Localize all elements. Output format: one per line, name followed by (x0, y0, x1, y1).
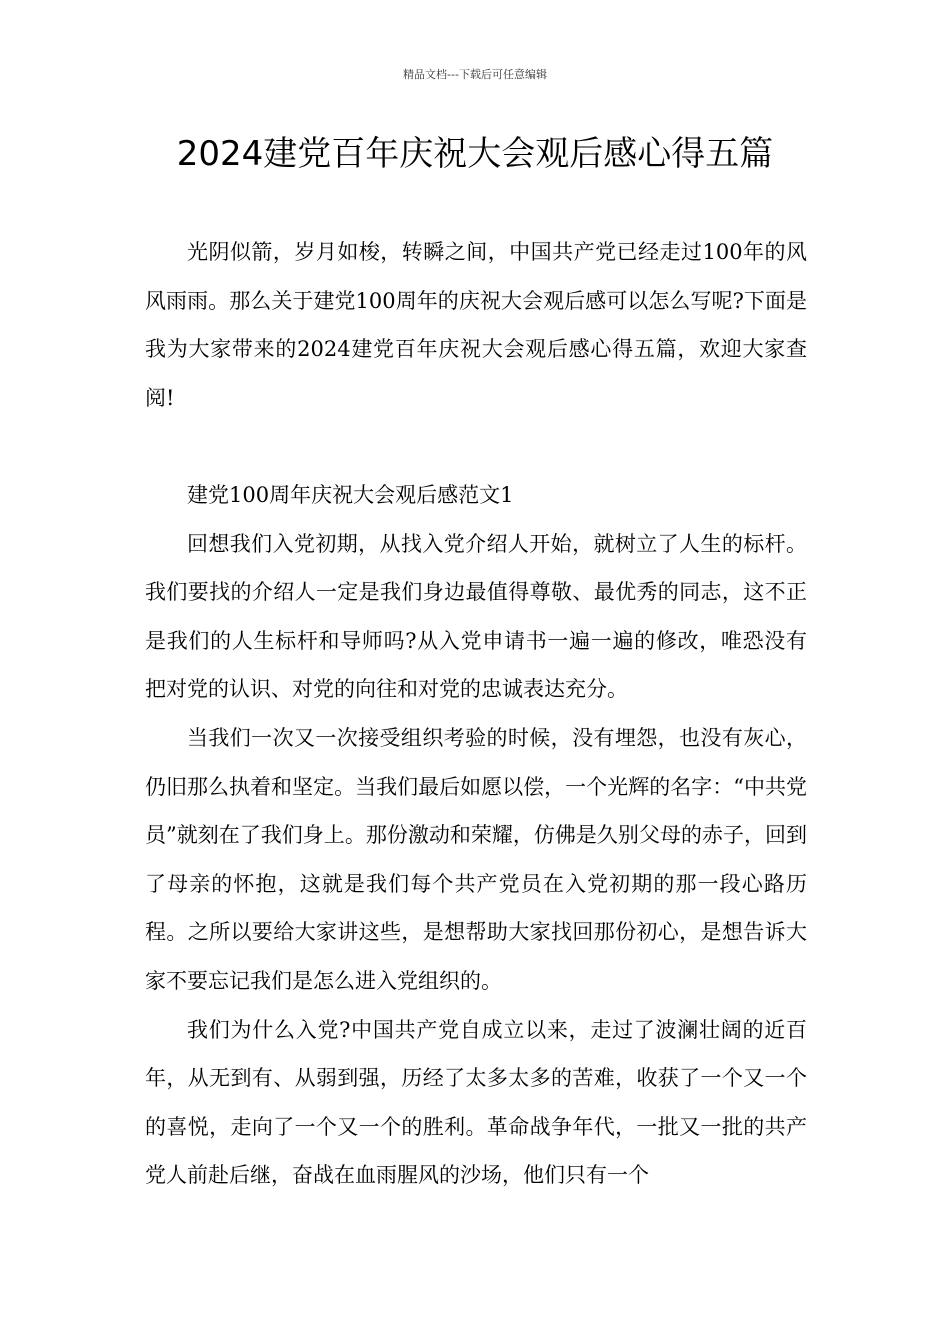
page-header: 精品文档---下载后可任意编辑 (403, 68, 547, 81)
body-paragraph: 当我们一次又一次接受组织考验的时候，没有埋怨，也没有灰心，仍旧那么执着和坚定。当我们最后如愿以偿，一个光辉的名字：“中共党员”就刻在了我们身上。那份激动和荣耀，仿佛是久别父母的赤子，回到了母亲的怀抱，这就是我们每个共产党员在入党初期的那一段心路历程。之所以要给大家讲这些，是想帮助大家找回那份初心，是想告诉大家不要忘记我们是怎么进入党组织的。 (145, 725, 807, 993)
document-body (145, 228, 807, 1200)
section-heading: 建党100周年庆祝大会观后感范文1 (187, 482, 514, 507)
body-paragraph: 回想我们入党初期，从找入党介绍人开始，就树立了人生的标杆。我们要找的介绍人一定是我们身边最值得尊敬、最优秀的同志，这不正是我们的人生标杆和导师吗?从入党申请书一遍一遍的修改，唯恐没有把对党的认识、对党的向往和对党的忠诚表达充分。 (145, 531, 807, 702)
document-title: 2024建党百年庆祝大会观后感心得五篇 (176, 134, 774, 174)
paragraph-gap (145, 422, 807, 471)
body-paragraph: 我们为什么入党?中国共产党自成立以来，走过了波澜壮阔的近百年，从无到有、从弱到强，历经了太多太多的苦难，收获了一个又一个的喜悦，走向了一个又一个的胜利。革命战争年代，一批又一批的共产党人前赴后继，奋战在血雨腥风的沙场，他们只有一个 (145, 1017, 807, 1188)
intro-paragraph: 光阴似箭，岁月如梭，转瞬之间，中国共产党已经走过100年的风风雨雨。那么关于建党100周年的庆祝大会观后感可以怎么写呢?下面是我为大家带来的2024建党百年庆祝大会观后感心得五篇，欢迎大家查阅! (145, 240, 807, 410)
